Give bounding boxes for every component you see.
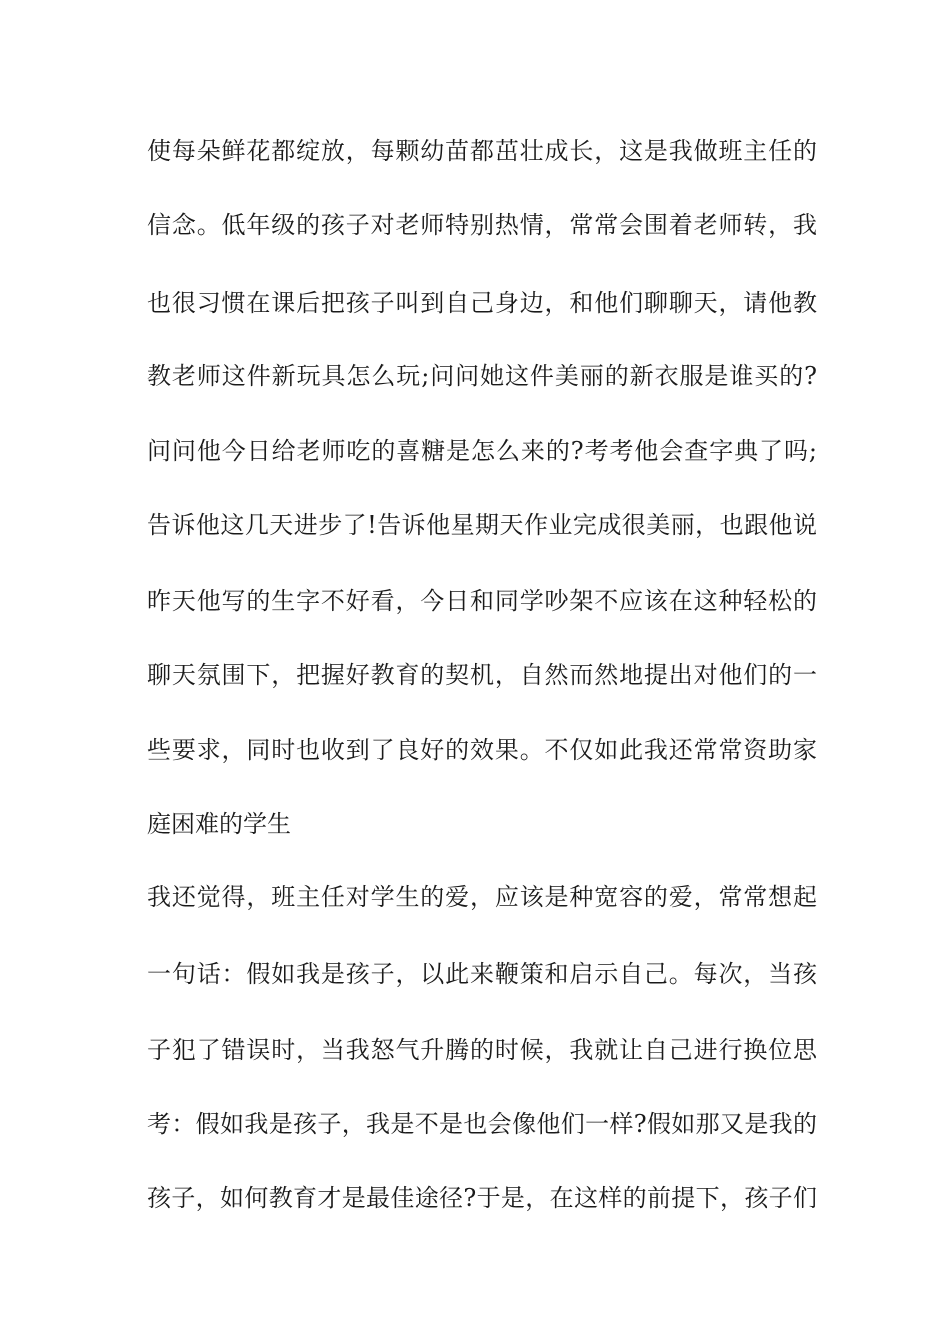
text-line: 考：假如我是孩子，我是不是也会像他们一样?假如那又是我的 — [147, 1110, 817, 1138]
text-line: 告诉他这几天进步了!告诉他星期天作业完成很美丽，也跟他说 — [147, 511, 817, 539]
text-line: 子犯了错误时，当我怒气升腾的时候，我就让自己进行换位思 — [147, 1036, 817, 1064]
text-line: 聊天氛围下，把握好教育的契机，自然而然地提出对他们的一 — [147, 661, 817, 689]
text-line: 孩子，如何教育才是最佳途径?于是，在这样的前提下，孩子们 — [147, 1184, 817, 1212]
text-line: 昨天他写的生字不好看，今日和同学吵架不应该在这种轻松的 — [147, 587, 817, 615]
text-line: 一句话：假如我是孩子，以此来鞭策和启示自己。每次，当孩 — [147, 960, 817, 988]
text-line: 我还觉得，班主任对学生的爱，应该是种宽容的爱，常常想起 — [147, 883, 817, 911]
text-line: 庭困难的学生 — [147, 810, 291, 838]
text-line: 也很习惯在课后把孩子叫到自己身边，和他们聊聊天，请他教 — [147, 289, 817, 317]
text-line: 问问他今日给老师吃的喜糖是怎么来的?考考他会查字典了吗; — [147, 437, 817, 465]
text-line: 教老师这件新玩具怎么玩;问问她这件美丽的新衣服是谁买的? — [147, 362, 817, 390]
text-line: 信念。低年级的孩子对老师特别热情，常常会围着老师转，我 — [147, 211, 817, 239]
text-line: 使每朵鲜花都绽放，每颗幼苗都茁壮成长，这是我做班主任的 — [147, 137, 817, 165]
text-line: 些要求，同时也收到了良好的效果。不仅如此我还常常资助家 — [147, 736, 817, 764]
